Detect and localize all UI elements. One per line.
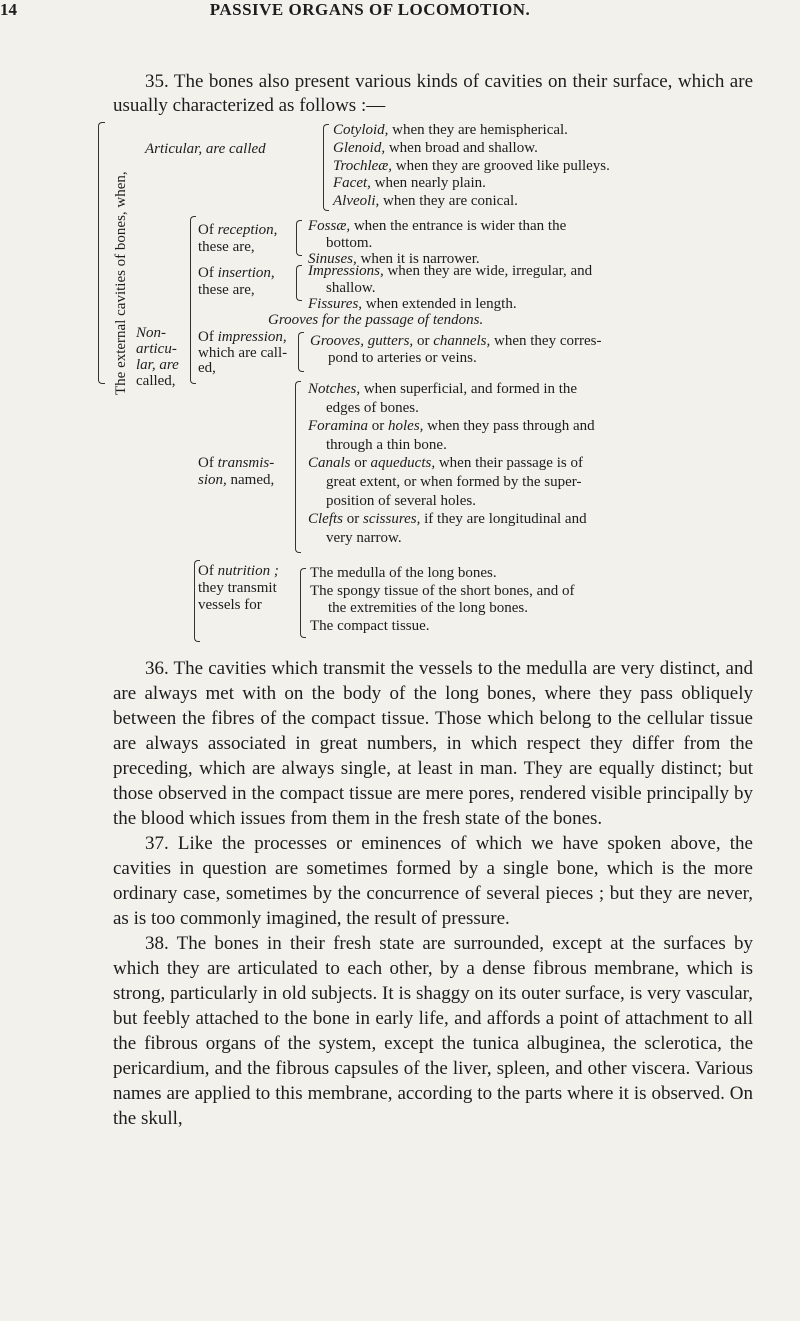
articular-brace: [323, 124, 329, 211]
reception-list: Fossæ, when the entrance is wider than the bottom. Sinuses, when it is narrower.: [308, 218, 567, 267]
insertion-list: Impressions, when they are wide, irregular, and shallow. Fissures, when extended in length.: [308, 263, 593, 312]
grooves-heading: Grooves for the passage of tendons.: [268, 312, 484, 328]
nutrition-brace: [300, 568, 306, 638]
transmission-list: Notches, when superficial, and formed in the edges of bones. Foramina or holes, when they pass through and through a thin bone. Canals or aqueducts, when their passage is of great extent, or when formed by the super- position of several holes. Clefts or scissures, if they are longitudinal and very narrow.: [308, 381, 595, 546]
insertion-brace: [296, 265, 302, 301]
vertical-caption: The external cavities of bones, when,: [113, 171, 129, 395]
reception-label: Of reception, these are,: [198, 222, 278, 255]
paragraph-37: 37. Like the processes or eminences of which we have spoken above, the cavities in question are sometimes formed by a single bone, which is the more ordinary case, sometimes by the concurrence of several pieces ; but they are never, as is too commonly imagined, the result of pressure.: [113, 833, 753, 929]
articular-list: Cotyloid, when they are hemispherical. Glenoid, when broad and shallow. Trochleæ, when they are grooved like pulleys. Facet, when nearly plain. Alveoli, when they are conical.: [333, 122, 610, 210]
articular-label: Articular, are called: [145, 141, 266, 157]
transmission-brace: [295, 381, 301, 553]
reception-brace: [296, 220, 302, 256]
running-header: [0, 0, 640, 22]
impression-label: Of impression, which are call- ed,: [198, 329, 288, 376]
insertion-label: Of insertion, these are,: [198, 265, 275, 298]
non-articular-brace: [190, 216, 196, 384]
impression-brace: [298, 332, 304, 372]
running-title: PASSIVE ORGANS OF LOCOMOTION.: [209, 0, 531, 19]
non-articular-label: Non- articu- lar, are called,: [136, 325, 179, 389]
outer-brace: [98, 122, 105, 384]
nutrition-label: Of nutrition ; they transmit vessels for: [198, 563, 279, 613]
page-number: 14: [0, 0, 17, 19]
transmission-label: Of transmis- sion, named,: [198, 455, 275, 488]
nutrition-list: The medulla of the long bones. The spongy tissue of the short bones, and of the extremities of the long bones. The compact tissue.: [310, 565, 575, 634]
body-text: [113, 656, 753, 1131]
paragraph-36: 36. The cavities which transmit the vessels to the medulla are very distinct, and are always met with on the body of the long bones, where they pass obliquely between the fibres of the compact tissue. Those which belong to the cellular tissue are always associated in great numbers, in which respect they differ from the preceding, which are always single, at least in man. They are equally distinct; but those observed in the compact tissue are mere pores, rendered visible principally by the blood which issues from them in the fresh state of the bones.: [113, 658, 753, 829]
paragraph-35: [113, 70, 753, 118]
impression-list: Grooves, gutters, or channels, when they corres- pond to arteries or veins.: [310, 333, 602, 366]
paragraph-38: 38. The bones in their fresh state are surrounded, except at the surfaces by which they are articulated to each other, by a dense fibrous membrane, which is strong, particularly in old subjects. It is shaggy on its outer surface, is very vascular, but feebly attached to the bone in early life, and affords a point of attachment to all the fibrous organs of the system, except the tunica albuginea, the sclerotica, the pericardium, and the fibrous capsules of the liver, spleen, and other viscera. Various names are applied to this membrane, according to the parts where it is observed. On the skull,: [113, 933, 753, 1129]
paragraph-35-text: 35. The bones also present various kinds of cavities on their surface, which are usually characterized as follows :—: [113, 71, 753, 116]
